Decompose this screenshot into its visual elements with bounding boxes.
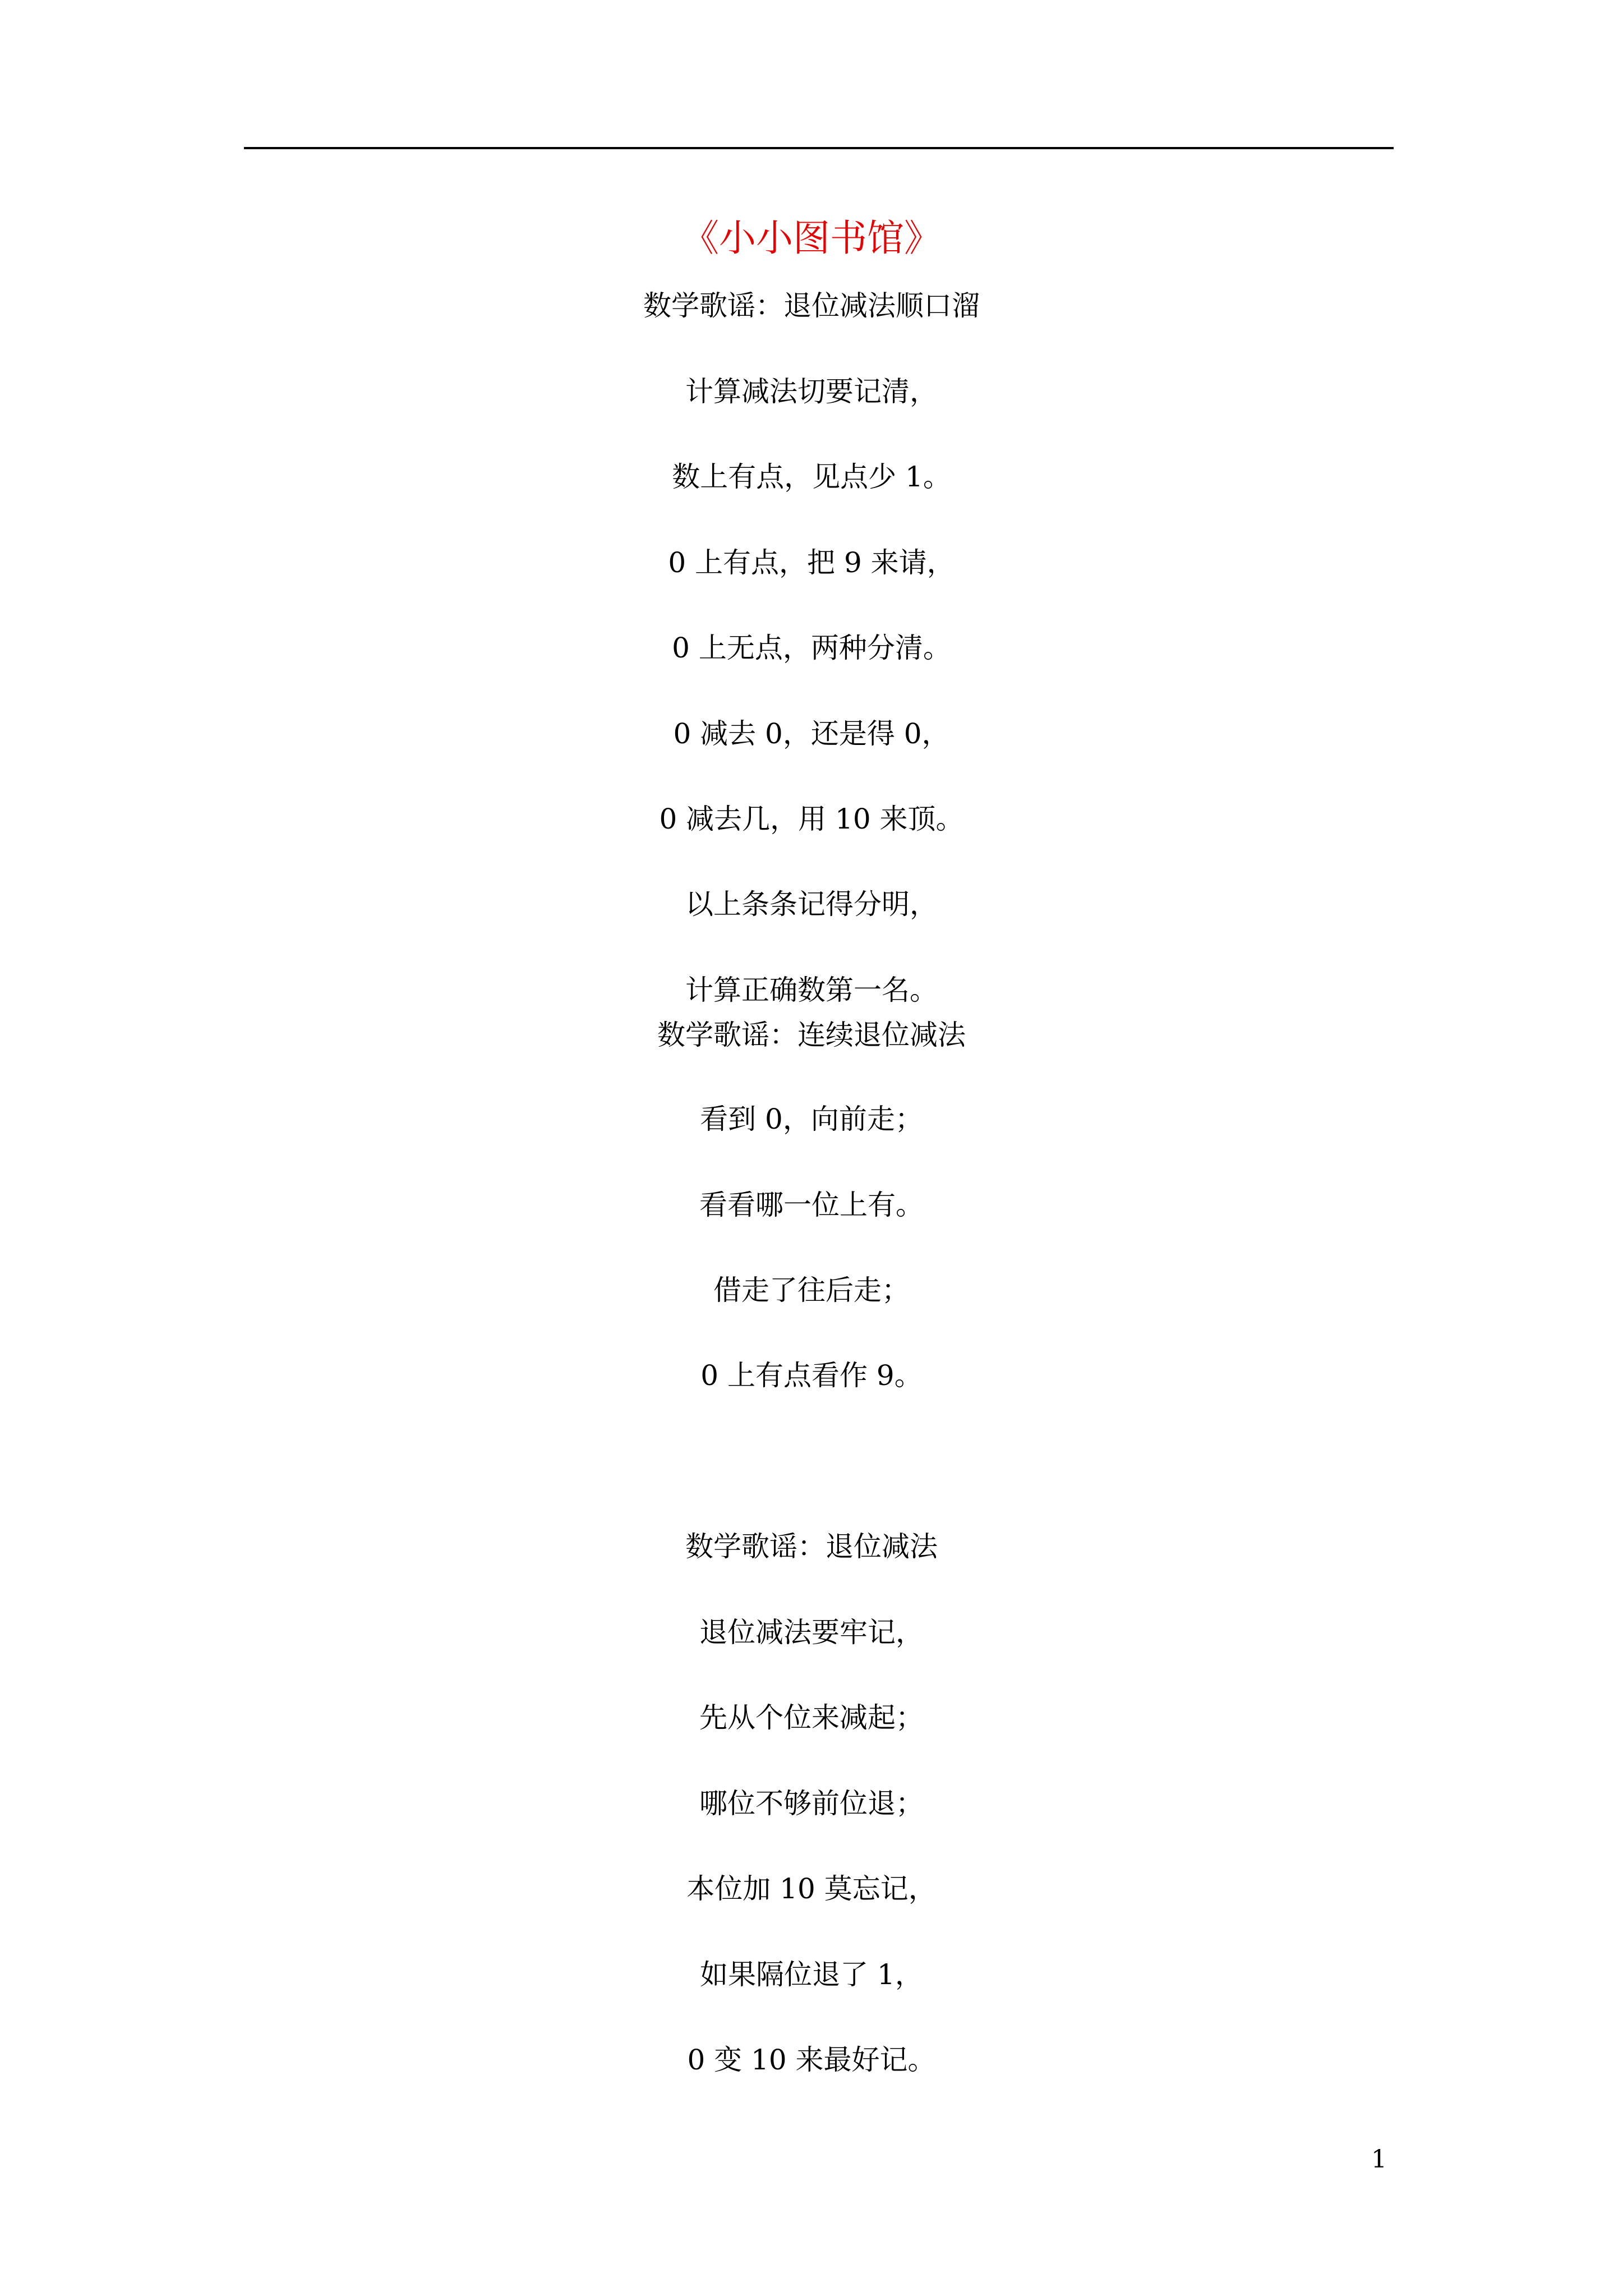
verse-line: 0 变 10 来最好记。: [687, 2044, 936, 2076]
song-heading-2: 数学歌谣：连续退位减法: [657, 1019, 966, 1051]
verse-line: 0 上无点，两种分清。: [672, 632, 951, 664]
verse-line: 借走了往后走；: [713, 1274, 910, 1306]
verse-line: 看看哪一位上有。: [699, 1189, 924, 1221]
verse-line: 0 减去几，用 10 来顶。: [659, 803, 964, 835]
verse-line: 计算减法切要记清，: [685, 375, 938, 408]
document-title: 《小小图书馆》: [682, 217, 941, 260]
verse-line: 数上有点，见点少 1。: [672, 461, 951, 493]
song-heading-1: 数学歌谣：退位减法顺口溜: [643, 289, 980, 322]
verse-line: 如果隔位退了 1，: [700, 1958, 923, 1991]
verse-line: 0 上有点看作 9。: [700, 1359, 923, 1392]
verse-line: 看到 0，向前走；: [700, 1103, 923, 1135]
verse-line: 哪位不够前位退；: [699, 1787, 924, 1820]
page-number: 1: [1371, 2145, 1387, 2174]
verse-line: 0 减去 0，还是得 0，: [673, 717, 950, 750]
song-heading-3: 数学歌谣：退位减法: [685, 1530, 938, 1563]
verse-line: 退位减法要牢记，: [699, 1616, 924, 1649]
verse-line: 以上条条记得分明，: [685, 888, 938, 921]
verse-line: 0 上有点，把 9 来请，: [668, 546, 955, 579]
verse-line: 本位加 10 莫忘记，: [686, 1872, 937, 1905]
header-rule: [244, 147, 1394, 149]
verse-line: 计算正确数第一名。: [685, 974, 938, 1006]
verse-line: 先从个位来减起；: [699, 1701, 924, 1734]
